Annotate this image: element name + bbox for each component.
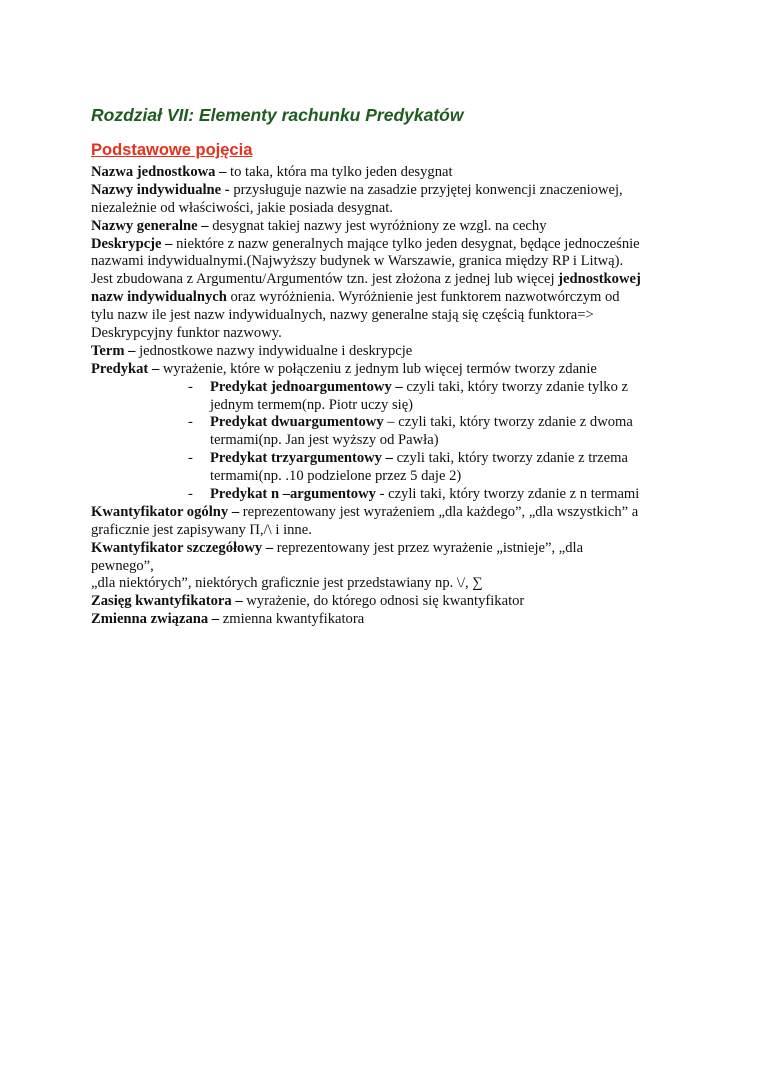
definition-text: „dla niektórych”, niektórych graficznie jest przedstawiany np. \/, ∑ — [91, 575, 483, 592]
text-line — [91, 361, 641, 379]
text-line — [91, 271, 641, 289]
text-line — [91, 468, 641, 486]
definition-text: oraz wyróżnienia. Wyróżnienie jest funktorem nazwotwórczym od — [226, 289, 620, 306]
definition-text: termami(np. Jan jest wyższy od Pawła) — [210, 432, 439, 449]
definition-text: desygnat takiej nazwy jest wyróżniony ze wzgl. na cechy — [212, 217, 547, 234]
definition-text: wyrażenie, do którego odnosi się kwantyfikator — [246, 593, 525, 610]
chapter-title: Rozdział VII: Elementy rachunku Predykatów — [91, 105, 464, 125]
text-line — [91, 325, 641, 343]
term-label: Nazwa jednostkowa – — [91, 164, 231, 180]
bullet-item-line — [91, 379, 641, 397]
term-label: Kwantyfikator ogólny – — [91, 503, 243, 520]
text-line — [91, 504, 641, 522]
definition-text: niektóre z nazw generalnych mające tylko jeden desygnat, będące jednocześnie — [176, 235, 640, 252]
term-label: nazw indywidualnych — [91, 289, 227, 306]
definition-text: niezależnie od właściwości, jakie posiada desygnat. — [91, 199, 393, 216]
definition-text: - czyli taki, który tworzy zdanie z n termami — [375, 486, 640, 503]
text-line — [91, 253, 641, 271]
text-line — [91, 397, 641, 415]
text-line — [91, 611, 641, 629]
term-label: jednostkowej — [558, 271, 641, 288]
term-label: Predykat trzyargumentowy – — [210, 450, 397, 467]
term-label: Kwantyfikator szczegółowy – — [91, 539, 277, 556]
text-line — [91, 289, 641, 307]
definition-text: to taka, która ma tylko jeden desygnat — [230, 164, 453, 180]
definition-text: termami(np. .10 podzielone przez 5 daje 2) — [210, 468, 462, 485]
text-line — [91, 575, 641, 593]
term-label: Predykat dwuargumentowy — [210, 414, 384, 431]
text-line — [91, 164, 641, 182]
term-label: Nazwy generalne – — [91, 217, 213, 234]
term-label: Predykat n –argumentowy — [210, 486, 376, 503]
definition-text: zmienna kwantyfikatora — [222, 611, 365, 628]
bullet-dash: - — [188, 486, 193, 503]
text-line — [91, 522, 641, 540]
section-heading: Podstawowe pojęcia — [91, 141, 253, 159]
definition-text: nazwami indywidualnymi.(Najwyższy budynek w Warszawie, granica między RP i Litwą). — [91, 253, 624, 270]
definition-text: czyli taki, który tworzy zdanie z trzema — [396, 450, 628, 467]
text-line — [91, 236, 641, 254]
text-line — [91, 343, 641, 361]
definition-text: pewnego”, — [91, 557, 154, 574]
term-label: Zasięg kwantyfikatora – — [91, 593, 247, 610]
bullet-dash: - — [188, 414, 193, 431]
definition-text: Deskrypcyjny funktor nazwowy. — [91, 325, 282, 342]
definition-text: przysługuje nazwie na zasadzie przyjętej konwencji znaczeniowej, — [233, 181, 623, 198]
term-label: Predykat jednoargumentowy – — [210, 378, 407, 395]
document-body — [91, 164, 641, 629]
term-label: Deskrypcje – — [91, 235, 177, 252]
bullet-dash: - — [188, 378, 193, 395]
term-label: Predykat – — [91, 360, 163, 377]
definition-text: reprezentowany jest wyrażeniem „dla każdego”, „dla wszystkich” a — [242, 503, 639, 520]
definition-text: graficznie jest zapisywany Π,/\ i inne. — [91, 521, 312, 538]
text-line — [91, 200, 641, 218]
definition-text: – czyli taki, który tworzy zdanie z dwoma — [383, 414, 633, 431]
text-line — [91, 182, 641, 200]
text-line — [91, 218, 641, 236]
definition-text: reprezentowany jest przez wyrażenie „istnieje”, „dla — [276, 539, 584, 556]
definition-text: czyli taki, który tworzy zdanie tylko z — [406, 378, 629, 395]
text-line — [91, 540, 641, 558]
text-line — [91, 558, 641, 576]
term-label: Nazwy indywidualne - — [91, 181, 234, 198]
term-label: Term – — [91, 342, 140, 359]
definition-text: jednym termem(np. Piotr uczy się) — [210, 396, 414, 413]
text-line — [91, 432, 641, 450]
definition-text: Jest zbudowana z Argumentu/Argumentów tzn. jest złożona z jednej lub więcej — [91, 271, 559, 288]
bullet-item-line — [91, 414, 641, 432]
text-line — [91, 307, 641, 325]
definition-text: tylu nazw ile jest nazw indywidualnych, nazwy generalne stają się częścią funktora=> — [91, 307, 594, 324]
bullet-item-line — [91, 450, 641, 468]
bullet-item-line — [91, 486, 641, 504]
term-label: Zmienna związana – — [91, 611, 223, 628]
bullet-dash: - — [188, 450, 193, 467]
text-line — [91, 593, 641, 611]
definition-text: jednostkowe nazwy indywidualne i deskrypcje — [139, 342, 413, 359]
definition-text: wyrażenie, które w połączeniu z jednym lub więcej termów tworzy zdanie — [162, 360, 597, 377]
